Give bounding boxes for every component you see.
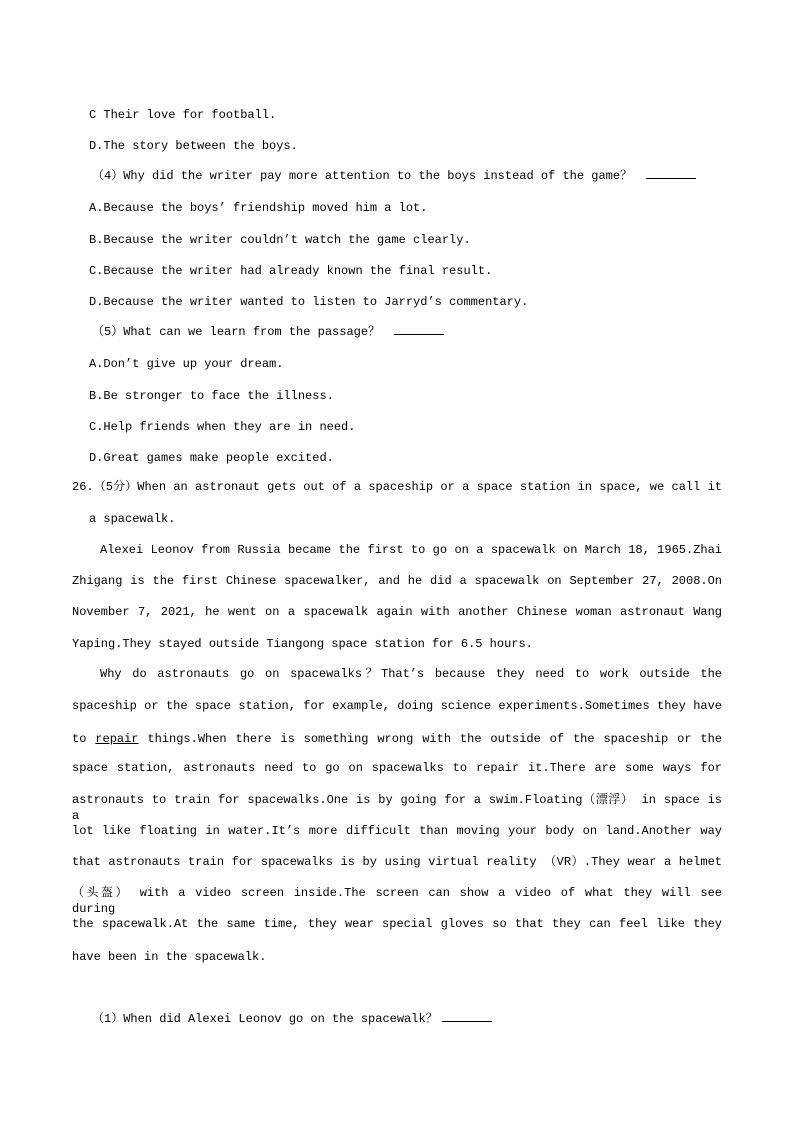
- q4-option-a: A.Because the boys’ friendship moved him a lot.: [89, 201, 428, 215]
- q5-option-b: B.Be stronger to face the illness.: [89, 389, 334, 403]
- passage-line: space station, astronauts need to go on spacewalks to repair it.There are some ways for: [72, 761, 722, 775]
- answer-blank[interactable]: [442, 1010, 492, 1022]
- q26-header-cont: a spacewalk.: [89, 512, 176, 526]
- q26-header: 26.（5分）When an astronaut gets out of a spaceship or a space station in space, we call it: [72, 480, 722, 494]
- passage-line: astronauts to train for spacewalks.One is by going for a swim.Floating（漂浮） in space is a: [72, 793, 722, 823]
- passage-line: that astronauts train for spacewalks is by using virtual reality （VR）.They wear a helmet: [72, 855, 722, 869]
- passage-line: Yaping.They stayed outside Tiangong space station for 6.5 hours.: [72, 637, 533, 651]
- answer-blank[interactable]: [646, 167, 696, 179]
- passage-line: lot like floating in water.It’s more difficult than moving your body on land.Another way: [72, 824, 722, 838]
- passage-line: the spacewalk.At the same time, they wear special gloves so that they can feel like they: [72, 917, 722, 931]
- q4-option-b: B.Because the writer couldn’t watch the game clearly.: [89, 233, 471, 247]
- option-c: C Their love for football.: [89, 108, 277, 122]
- q5-option-a: A.Don’t give up your dream.: [89, 357, 284, 371]
- q5-option-c: C.Help friends when they are in need.: [89, 420, 356, 434]
- q26-question-1: （1）When did Alexei Leonov go on the spacewalk？: [92, 1010, 492, 1027]
- passage-line: to repair things.When there is something wrong with the outside of the spaceship or the: [72, 732, 723, 746]
- passage-line: Zhigang is the first Chinese spacewalker, and he did a spacewalk on September 27, 2008.On: [72, 574, 722, 588]
- question-4: （4）Why did the writer pay more attention to the boys instead of the game？: [92, 167, 696, 184]
- question-5: （5）What can we learn from the passage？: [92, 323, 444, 340]
- passage-line: November 7, 2021, he went on a spacewalk again with another Chinese woman astronaut Wang: [72, 605, 722, 619]
- underlined-word: repair: [95, 732, 139, 746]
- passage-line: spaceship or the space station, for example, doing science experiments.Sometimes they have: [72, 699, 722, 713]
- q5-option-d: D.Great games make people excited.: [89, 451, 334, 465]
- passage-line: Why do astronauts go on spacewalks？That’s because they need to work outside the: [100, 667, 722, 681]
- passage-line: （头盔） with a video screen inside.The screen can show a video of what they will see during: [72, 886, 722, 916]
- q4-option-d: D.Because the writer wanted to listen to Jarryd’s commentary.: [89, 295, 529, 309]
- passage-line: Alexei Leonov from Russia became the first to go on a spacewalk on March 18, 1965.Zhai: [100, 543, 722, 557]
- passage-line: have been in the spacewalk.: [72, 950, 267, 964]
- answer-blank[interactable]: [394, 323, 444, 335]
- option-d: D.The story between the boys.: [89, 139, 298, 153]
- q4-option-c: C.Because the writer had already known the final result.: [89, 264, 493, 278]
